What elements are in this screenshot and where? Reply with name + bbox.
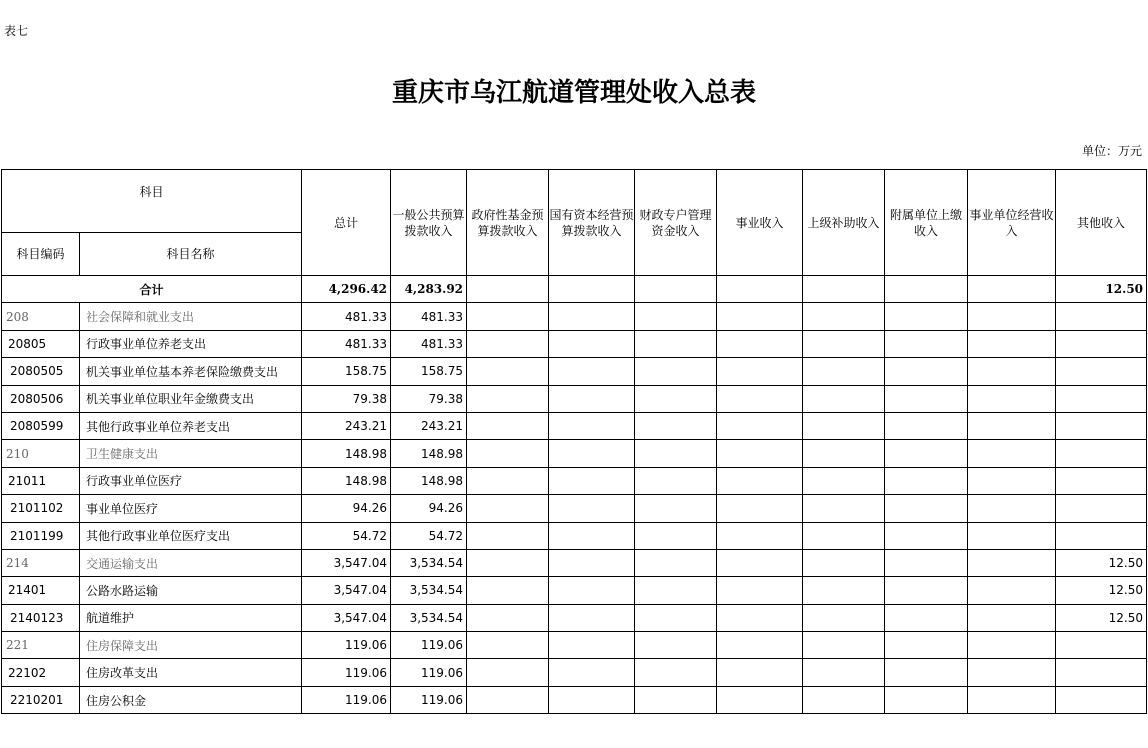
subject-code-cell: 2080506	[2, 385, 80, 412]
other-income-cell	[1056, 495, 1147, 522]
table-row	[2, 686, 1147, 713]
total-label: 合计	[2, 276, 302, 303]
total-cell: 4,296.42	[302, 276, 391, 303]
superior-subsidy-cell	[803, 495, 885, 522]
gov-fund-cell	[467, 659, 549, 686]
fiscal-account-cell	[635, 303, 717, 330]
operating-income-cell	[968, 412, 1056, 439]
header-subject: 科目	[2, 170, 302, 233]
affiliate-remit-cell	[885, 632, 968, 659]
state-capital-cell	[549, 577, 635, 604]
other-income-cell	[1056, 358, 1147, 385]
table-row	[2, 632, 1147, 659]
gov-fund-cell	[467, 549, 549, 576]
subject-code-cell: 2080599	[2, 412, 80, 439]
state-capital-cell	[549, 604, 635, 631]
superior-subsidy-cell	[803, 440, 885, 467]
table-row	[2, 358, 1147, 385]
total-cell: 148.98	[302, 467, 391, 494]
gov-fund-cell	[467, 276, 549, 303]
total-cell: 3,547.04	[302, 577, 391, 604]
header-business-income: 事业收入	[717, 170, 803, 276]
subject-code-cell: 2140123	[2, 604, 80, 631]
business-income-cell	[717, 686, 803, 713]
income-summary-table	[1, 169, 1147, 714]
state-capital-cell	[549, 686, 635, 713]
affiliate-remit-cell	[885, 330, 968, 357]
gov-fund-cell	[467, 358, 549, 385]
state-capital-cell	[549, 358, 635, 385]
table-row	[2, 440, 1147, 467]
general-budget-cell: 481.33	[391, 330, 467, 357]
gov-fund-cell	[467, 495, 549, 522]
header-operating-income: 事业单位经营收入	[968, 170, 1056, 276]
affiliate-remit-cell	[885, 604, 968, 631]
general-budget-cell: 148.98	[391, 440, 467, 467]
table-row	[2, 549, 1147, 576]
operating-income-cell	[968, 632, 1056, 659]
table-row	[2, 659, 1147, 686]
subject-name-cell: 住房改革支出	[80, 659, 302, 686]
state-capital-cell	[549, 440, 635, 467]
affiliate-remit-cell	[885, 577, 968, 604]
header-state-capital: 国有资本经营预算拨款收入	[549, 170, 635, 276]
other-income-cell	[1056, 303, 1147, 330]
other-income-cell	[1056, 440, 1147, 467]
fiscal-account-cell	[635, 495, 717, 522]
state-capital-cell	[549, 330, 635, 357]
gov-fund-cell	[467, 604, 549, 631]
superior-subsidy-cell	[803, 303, 885, 330]
total-cell: 94.26	[302, 495, 391, 522]
business-income-cell	[717, 495, 803, 522]
subject-name-cell: 卫生健康支出	[80, 440, 302, 467]
subject-name-cell: 住房公积金	[80, 686, 302, 713]
total-row	[2, 276, 1147, 303]
table-row	[2, 467, 1147, 494]
business-income-cell	[717, 276, 803, 303]
header-gov-fund: 政府性基金预算拨款收入	[467, 170, 549, 276]
state-capital-cell	[549, 276, 635, 303]
total-cell: 148.98	[302, 440, 391, 467]
page-title: 重庆市乌江航道管理处收入总表	[391, 78, 756, 108]
gov-fund-cell	[467, 632, 549, 659]
state-capital-cell	[549, 495, 635, 522]
gov-fund-cell	[467, 686, 549, 713]
subject-code-cell: 210	[2, 440, 80, 467]
superior-subsidy-cell	[803, 549, 885, 576]
gov-fund-cell	[467, 330, 549, 357]
other-income-cell: 12.50	[1056, 577, 1147, 604]
subject-name-cell: 事业单位医疗	[80, 495, 302, 522]
general-budget-cell: 94.26	[391, 495, 467, 522]
affiliate-remit-cell	[885, 522, 968, 549]
other-income-cell: 12.50	[1056, 549, 1147, 576]
subject-name-cell: 行政事业单位养老支出	[80, 330, 302, 357]
superior-subsidy-cell	[803, 276, 885, 303]
fiscal-account-cell	[635, 385, 717, 412]
operating-income-cell	[968, 522, 1056, 549]
other-income-cell	[1056, 467, 1147, 494]
business-income-cell	[717, 303, 803, 330]
general-budget-cell: 158.75	[391, 358, 467, 385]
superior-subsidy-cell	[803, 385, 885, 412]
affiliate-remit-cell	[885, 358, 968, 385]
operating-income-cell	[968, 440, 1056, 467]
affiliate-remit-cell	[885, 659, 968, 686]
other-income-cell	[1056, 686, 1147, 713]
table-row	[2, 412, 1147, 439]
superior-subsidy-cell	[803, 358, 885, 385]
general-budget-cell: 119.06	[391, 686, 467, 713]
subject-code-cell: 20805	[2, 330, 80, 357]
subject-name-cell: 公路水路运输	[80, 577, 302, 604]
business-income-cell	[717, 577, 803, 604]
business-income-cell	[717, 358, 803, 385]
total-cell: 481.33	[302, 303, 391, 330]
general-budget-cell: 3,534.54	[391, 549, 467, 576]
fiscal-account-cell	[635, 549, 717, 576]
subject-code-cell: 2080505	[2, 358, 80, 385]
gov-fund-cell	[467, 412, 549, 439]
operating-income-cell	[968, 467, 1056, 494]
gov-fund-cell	[467, 385, 549, 412]
affiliate-remit-cell	[885, 385, 968, 412]
general-budget-cell: 79.38	[391, 385, 467, 412]
general-budget-cell: 243.21	[391, 412, 467, 439]
subject-name-cell: 其他行政事业单位养老支出	[80, 412, 302, 439]
table-row	[2, 577, 1147, 604]
other-income-cell	[1056, 385, 1147, 412]
total-cell: 3,547.04	[302, 604, 391, 631]
affiliate-remit-cell	[885, 549, 968, 576]
gov-fund-cell	[467, 577, 549, 604]
operating-income-cell	[968, 577, 1056, 604]
table-number: 表七	[4, 24, 29, 38]
subject-name-cell: 住房保障支出	[80, 632, 302, 659]
other-income-cell	[1056, 330, 1147, 357]
fiscal-account-cell	[635, 467, 717, 494]
fiscal-account-cell	[635, 330, 717, 357]
header-general-budget: 一般公共预算拨款收入	[391, 170, 467, 276]
fiscal-account-cell	[635, 276, 717, 303]
state-capital-cell	[549, 659, 635, 686]
state-capital-cell	[549, 549, 635, 576]
state-capital-cell	[549, 303, 635, 330]
general-budget-cell: 119.06	[391, 632, 467, 659]
superior-subsidy-cell	[803, 604, 885, 631]
fiscal-account-cell	[635, 659, 717, 686]
header-fiscal-account: 财政专户管理资金收入	[635, 170, 717, 276]
subject-name-cell: 行政事业单位医疗	[80, 467, 302, 494]
business-income-cell	[717, 385, 803, 412]
gov-fund-cell	[467, 467, 549, 494]
unit-label: 单位：万元	[1081, 144, 1142, 158]
total-cell: 158.75	[302, 358, 391, 385]
operating-income-cell	[968, 659, 1056, 686]
superior-subsidy-cell	[803, 686, 885, 713]
other-income-cell: 12.50	[1056, 276, 1147, 303]
other-income-cell	[1056, 522, 1147, 549]
header-subject-name: 科目名称	[80, 233, 302, 276]
fiscal-account-cell	[635, 522, 717, 549]
operating-income-cell	[968, 549, 1056, 576]
fiscal-account-cell	[635, 686, 717, 713]
gov-fund-cell	[467, 440, 549, 467]
general-budget-cell: 4,283.92	[391, 276, 467, 303]
total-cell: 119.06	[302, 632, 391, 659]
superior-subsidy-cell	[803, 330, 885, 357]
subject-code-cell: 221	[2, 632, 80, 659]
general-budget-cell: 148.98	[391, 467, 467, 494]
table-row	[2, 385, 1147, 412]
business-income-cell	[717, 549, 803, 576]
superior-subsidy-cell	[803, 412, 885, 439]
other-income-cell	[1056, 659, 1147, 686]
other-income-cell	[1056, 632, 1147, 659]
fiscal-account-cell	[635, 577, 717, 604]
total-cell: 119.06	[302, 659, 391, 686]
total-cell: 119.06	[302, 686, 391, 713]
subject-code-cell: 22102	[2, 659, 80, 686]
business-income-cell	[717, 412, 803, 439]
affiliate-remit-cell	[885, 440, 968, 467]
general-budget-cell: 3,534.54	[391, 577, 467, 604]
state-capital-cell	[549, 522, 635, 549]
gov-fund-cell	[467, 522, 549, 549]
total-cell: 54.72	[302, 522, 391, 549]
operating-income-cell	[968, 686, 1056, 713]
superior-subsidy-cell	[803, 577, 885, 604]
general-budget-cell: 119.06	[391, 659, 467, 686]
operating-income-cell	[968, 303, 1056, 330]
superior-subsidy-cell	[803, 522, 885, 549]
table-row	[2, 303, 1147, 330]
affiliate-remit-cell	[885, 276, 968, 303]
operating-income-cell	[968, 330, 1056, 357]
subject-code-cell: 21401	[2, 577, 80, 604]
operating-income-cell	[968, 358, 1056, 385]
other-income-cell: 12.50	[1056, 604, 1147, 631]
subject-code-cell: 2101199	[2, 522, 80, 549]
subject-name-cell: 机关事业单位职业年金缴费支出	[80, 385, 302, 412]
state-capital-cell	[549, 412, 635, 439]
subject-code-cell: 214	[2, 549, 80, 576]
header-affiliate-remit: 附属单位上缴收入	[885, 170, 968, 276]
subject-code-cell: 2101102	[2, 495, 80, 522]
operating-income-cell	[968, 495, 1056, 522]
total-cell: 481.33	[302, 330, 391, 357]
total-cell: 3,547.04	[302, 549, 391, 576]
state-capital-cell	[549, 385, 635, 412]
state-capital-cell	[549, 632, 635, 659]
operating-income-cell	[968, 385, 1056, 412]
subject-code-cell: 2210201	[2, 686, 80, 713]
other-income-cell	[1056, 412, 1147, 439]
business-income-cell	[717, 632, 803, 659]
general-budget-cell: 54.72	[391, 522, 467, 549]
table-row	[2, 522, 1147, 549]
operating-income-cell	[968, 276, 1056, 303]
affiliate-remit-cell	[885, 412, 968, 439]
fiscal-account-cell	[635, 358, 717, 385]
table-row	[2, 495, 1147, 522]
header-other-income: 其他收入	[1056, 170, 1147, 276]
general-budget-cell: 3,534.54	[391, 604, 467, 631]
header-subject-code: 科目编码	[2, 233, 80, 276]
total-cell: 243.21	[302, 412, 391, 439]
header-total: 总计	[302, 170, 391, 276]
business-income-cell	[717, 604, 803, 631]
subject-name-cell: 航道维护	[80, 604, 302, 631]
state-capital-cell	[549, 467, 635, 494]
subject-name-cell: 交通运输支出	[80, 549, 302, 576]
superior-subsidy-cell	[803, 467, 885, 494]
affiliate-remit-cell	[885, 495, 968, 522]
subject-name-cell: 社会保障和就业支出	[80, 303, 302, 330]
affiliate-remit-cell	[885, 686, 968, 713]
business-income-cell	[717, 330, 803, 357]
table-row	[2, 604, 1147, 631]
business-income-cell	[717, 659, 803, 686]
fiscal-account-cell	[635, 440, 717, 467]
affiliate-remit-cell	[885, 303, 968, 330]
operating-income-cell	[968, 604, 1056, 631]
business-income-cell	[717, 467, 803, 494]
fiscal-account-cell	[635, 412, 717, 439]
table-row	[2, 330, 1147, 357]
total-cell: 79.38	[302, 385, 391, 412]
superior-subsidy-cell	[803, 659, 885, 686]
business-income-cell	[717, 522, 803, 549]
fiscal-account-cell	[635, 604, 717, 631]
fiscal-account-cell	[635, 632, 717, 659]
header-superior-subsidy: 上级补助收入	[803, 170, 885, 276]
subject-code-cell: 21011	[2, 467, 80, 494]
subject-code-cell: 208	[2, 303, 80, 330]
superior-subsidy-cell	[803, 632, 885, 659]
subject-name-cell: 其他行政事业单位医疗支出	[80, 522, 302, 549]
general-budget-cell: 481.33	[391, 303, 467, 330]
affiliate-remit-cell	[885, 467, 968, 494]
business-income-cell	[717, 440, 803, 467]
subject-name-cell: 机关事业单位基本养老保险缴费支出	[80, 358, 302, 385]
gov-fund-cell	[467, 303, 549, 330]
